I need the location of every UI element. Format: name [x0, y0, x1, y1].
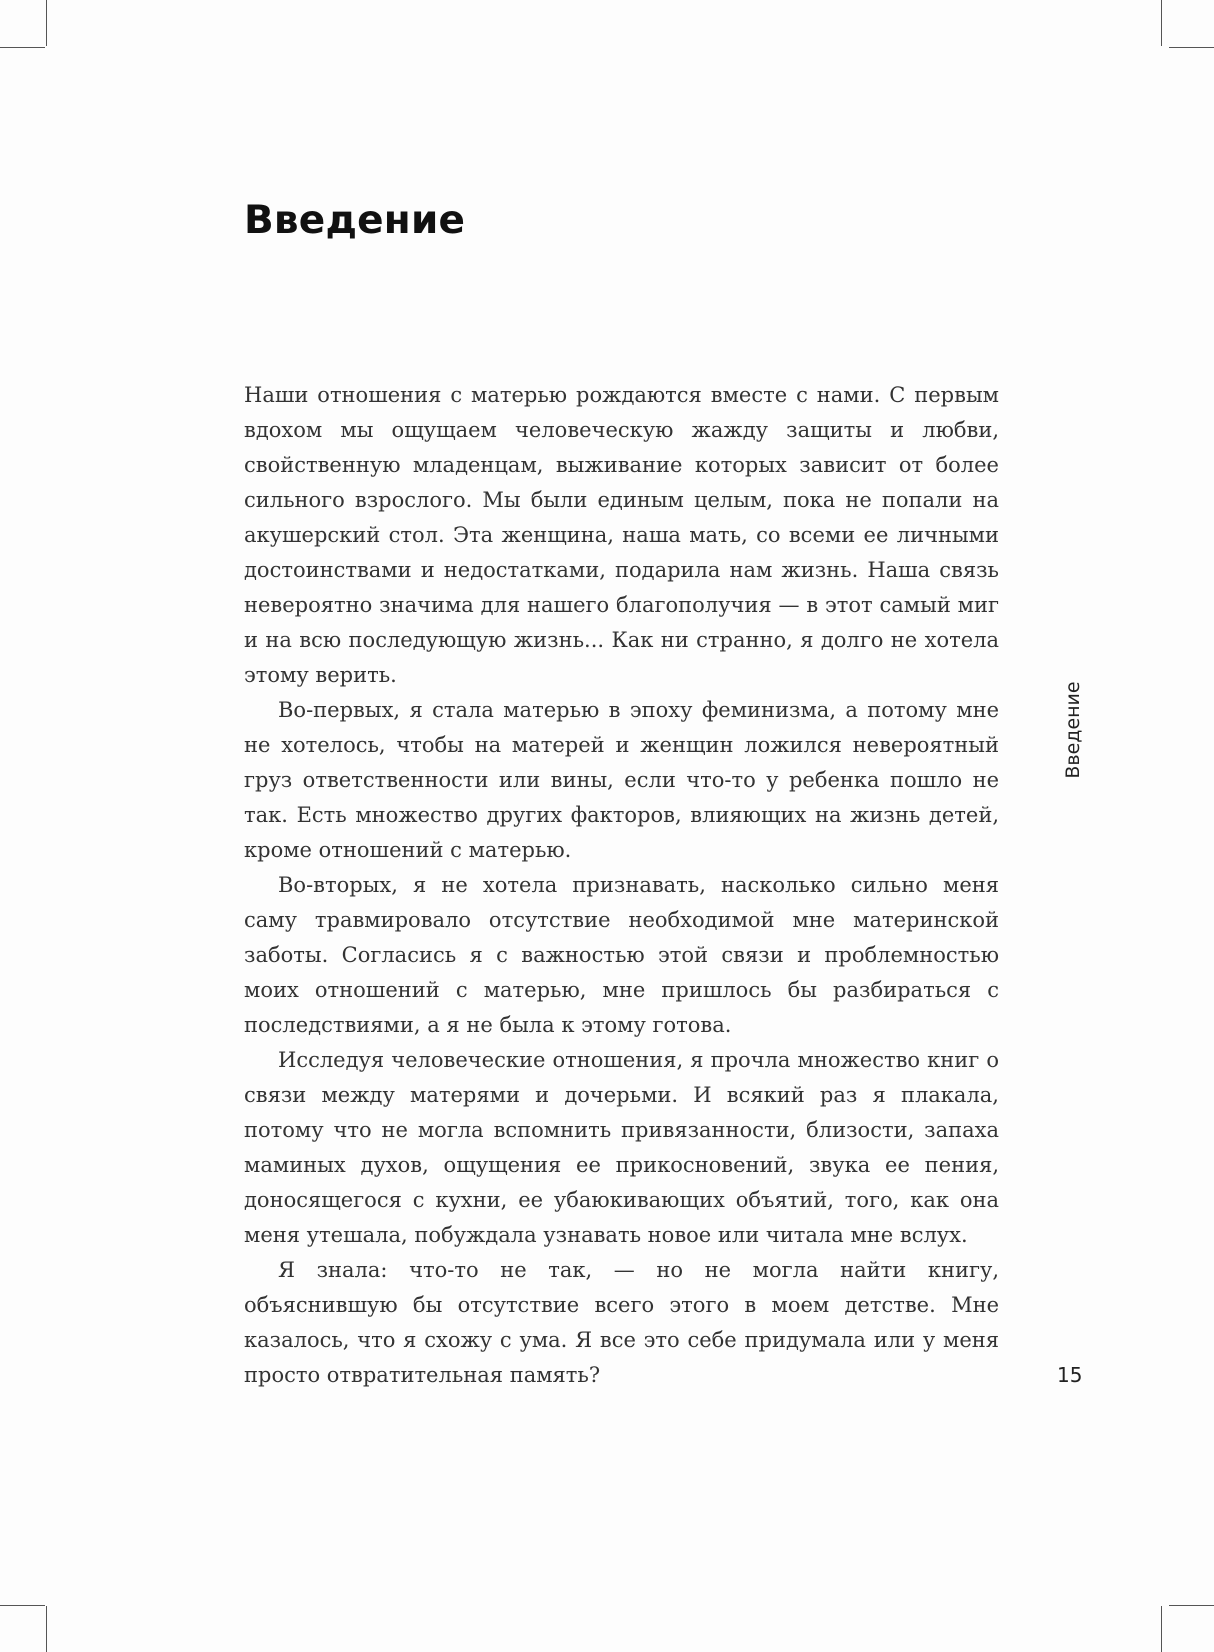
crop-mark-top-left-vertical [46, 0, 47, 46]
crop-mark-top-right-horizontal [1169, 47, 1214, 48]
crop-mark-bottom-right-vertical [1161, 1606, 1162, 1652]
chapter-body [244, 378, 999, 1393]
running-head: Введение [1062, 681, 1084, 779]
paragraph: Исследуя человеческие отношения, я прочла множество книг о связи между матерями и дочерьми. И всякий раз я плакала, потому что не могла вспомнить привязанности, близости, запаха маминых духов, ощущения ее прикосновений, звука ее пения, доносящегося с кухни, ее убаюкивающих объятий, того, как она меня утешала, побуждала узнавать новое или читала мне вслух. [244, 1048, 999, 1247]
paragraph: Во-первых, я стала матерью в эпоху феминизма, а потому мне не хотелось, чтобы на матерей и женщин ложился невероятный груз ответственности или вины, если что-то у ребенка пошло не так. Есть множество других факторов, влияющих на жизнь детей, кроме отношений с матерью. [244, 698, 999, 862]
paragraph: Я знала: что-то не так, — но не могла найти книгу, объяснившую бы отсутствие всего этого в моем детстве. Мне казалось, что я схожу с ума. Я все это себе придумала или у меня просто отвратительная память? [244, 1258, 999, 1387]
crop-mark-top-right-vertical [1161, 0, 1162, 46]
crop-mark-bottom-left-horizontal [0, 1605, 45, 1606]
chapter-title: Введение [244, 198, 466, 243]
paragraph: Во-вторых, я не хотела признавать, насколько сильно меня саму травмировало отсутствие необходимой мне материнской заботы. Согласись я с важностью этой связи и проблемностью моих отношений с матерью, мне пришлось бы разбираться с последствиями, а я не была к этому готова. [244, 873, 999, 1037]
crop-mark-bottom-left-vertical [46, 1606, 47, 1652]
paragraph: Наши отношения с матерью рождаются вместе с нами. С первым вдохом мы ощущаем человеческую жажду защиты и любви, свойственную младенцам, выживание которых зависит от более сильного взрослого. Мы были единым целым, пока не попали на акушерский стол. Эта женщина, наша мать, со всеми ее личными достоинствами и недостатками, подарила нам жизнь. Наша связь невероятно значима для нашего благополучия — в этот самый миг и на всю последующую жизнь... Как ни странно, я долго не хотела этому верить. [244, 383, 999, 687]
crop-mark-bottom-right-horizontal [1169, 1605, 1214, 1606]
page-number: 15 [1057, 1363, 1083, 1387]
crop-mark-top-left-horizontal [0, 47, 45, 48]
